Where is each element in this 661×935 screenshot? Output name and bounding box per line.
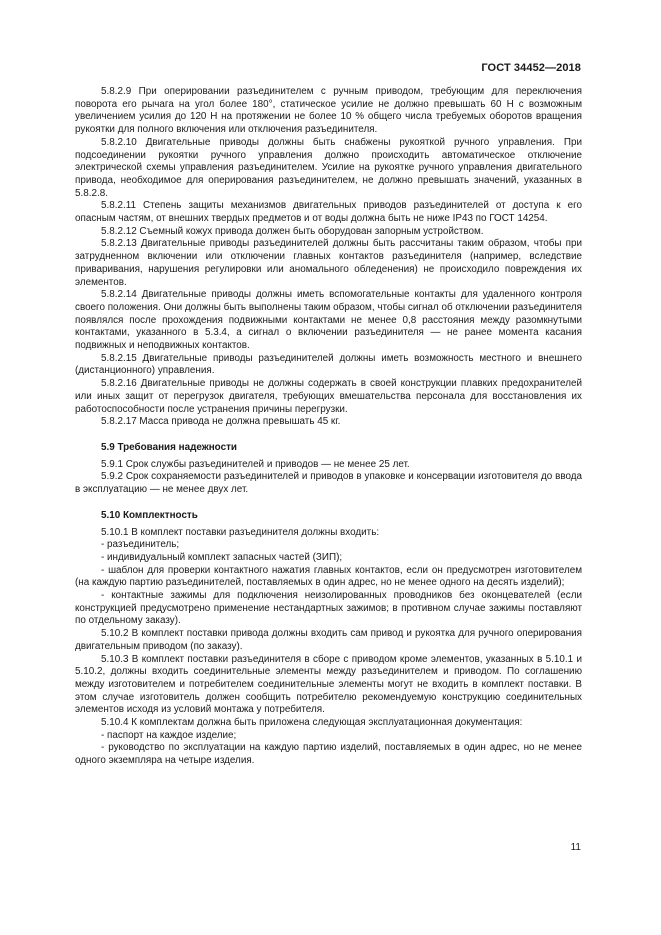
paragraph-5-8-2-14: 5.8.2.14 Двигательные приводы должны иметь вспомогательные контакты для удаленного контроля своего положения. Они должны быть выполнены таким образом, чтобы сигнал об отключении разъединителя появлялся после прохождения подвижными контактами не менее 0,8 расстояния между разомкнутыми контактами, указанного в 5.3.4, а сигнал о включении разъединителя — не ранее момента касания подвижных и неподвижных контактов. xyxy=(75,289,582,352)
section-title-5-10: 5.10 Комплектность xyxy=(101,509,198,521)
paragraph-5-9-1: 5.9.1 Срок службы разъединителей и приводов — не менее 25 лет. xyxy=(101,458,410,470)
list-item-5-10-1-b: - индивидуальный комплект запасных частей (ЗИП); xyxy=(101,551,343,563)
paragraph-5-10-2: 5.10.2 В комплект поставки привода должны входить сам привод и рукоятка для ручного оперирования двигательным приводом (по заказу). xyxy=(75,628,582,652)
paragraph-5-8-2-17: 5.8.2.17 Масса привода не должна превышать 45 кг. xyxy=(101,416,341,428)
paragraph-5-8-2-11: 5.8.2.11 Степень защиты механизмов двигательных приводов разъединителей от доступа к его опасным частям, от внешних твердых предметов и от воды должна быть не ниже IP43 по ГОСТ 14254. xyxy=(75,200,582,225)
paragraph-5-10-3: 5.10.3 В комплект поставки разъединителя в сборе с приводом кроме элементов, указанных в 5.10.1 и 5.10.2, должны входить соединительные элементы между разъединителем и приводом. По соглашению между изготовителем и потребителем соединительные элементы могут не входить в комплект поставки. В этом случае изготовитель должен сообщить потребителю рекомендуемую конструкцию соединительных элементов исходя из условий монтажа у потребителя. xyxy=(75,653,582,716)
paragraph-5-8-2-15: 5.8.2.15 Двигательные приводы разъединителей должны иметь возможность местного и внешнего (дистанционного) управления. xyxy=(75,352,582,377)
list-item-5-10-4-b: - руководство по эксплуатации на каждую партию изделий, поставляемых в один адрес, но не менее одного экземпляра на четыре изделия. xyxy=(75,742,582,767)
paragraph-5-8-2-10: 5.8.2.10 Двигательные приводы должны быть снабжены рукояткой ручного управления. При подсоединении рукоятки ручного управления должно происходить автоматическое отключение электрической схемы управления разъединителем. Усилие на рукоятке ручного управления двигательного привода, необходимое для оперирования разъединителем, не должно превышать значений, указанных в 5.8.2.8. xyxy=(75,136,582,199)
list-item-5-10-1-c: - шаблон для проверки контактного нажатия главных контактов, если он предусмотрен изготовителем (на каждую партию разъединителей, поставляемых в один адрес, но не менее одного на десять изделий); xyxy=(75,564,582,589)
paragraph-5-8-2-13: 5.8.2.13 Двигательные приводы разъединителей должны быть рассчитаны таким образом, чтобы при затрудненном включении или отключении главных контактов разъединителя (например, вследствие приваривания, нарушения регулировки или аномального обледенения) не происходило повреждения их элементов. xyxy=(75,238,582,288)
paragraph-5-8-2-16: 5.8.2.16 Двигательные приводы не должны содержать в своей конструкции плавких предохранителей или иных защит от перегрузок двигателя, требующих вмешательства персонала для восстановления их работоспособности после устранения причины перегрузки. xyxy=(75,378,582,415)
page-number: 11 xyxy=(570,842,581,853)
list-item-5-10-1-d: - контактные зажимы для подключения неизолированных проводников без оконцевателей (если конструкцией предусмотрено применение нестандартных зажимов; в противном случае зажимы поставляют по отдельному заказу). xyxy=(75,590,582,627)
paragraph-5-8-2-9: 5.8.2.9 При оперировании разъединителем с ручным приводом, требующим для переключения поворота его рычага на угол более 180°, статическое усилие не должно превышать 60 Н с возможным увеличением усилия до 120 Н на протяжении не более 10 % общего числа требуемых оборотов вращения рукоятки для полного включения или отключения разъединителя. xyxy=(75,86,582,136)
section-title-5-9: 5.9 Требования надежности xyxy=(101,441,237,453)
list-item-5-10-4-a: - паспорт на каждое изделие; xyxy=(101,729,237,741)
paragraph-5-10-4: 5.10.4 К комплектам должна быть приложена следующая эксплуатационная документация: xyxy=(101,717,523,729)
document-body xyxy=(75,86,582,768)
paragraph-5-10-1: 5.10.1 В комплект поставки разъединителя должны входить: xyxy=(101,526,380,538)
list-item-5-10-1-a: - разъединитель; xyxy=(101,539,180,551)
paragraph-5-9-2: 5.9.2 Срок сохраняемости разъединителей и приводов в упаковке и консервации изготовителя до ввода в эксплуатацию — не менее двух лет. xyxy=(75,471,582,496)
document-code-header: ГОСТ 34452—2018 xyxy=(481,62,581,74)
paragraph-5-8-2-12: 5.8.2.12 Съемный кожух привода должен быть оборудован запорным устройством. xyxy=(101,225,484,237)
